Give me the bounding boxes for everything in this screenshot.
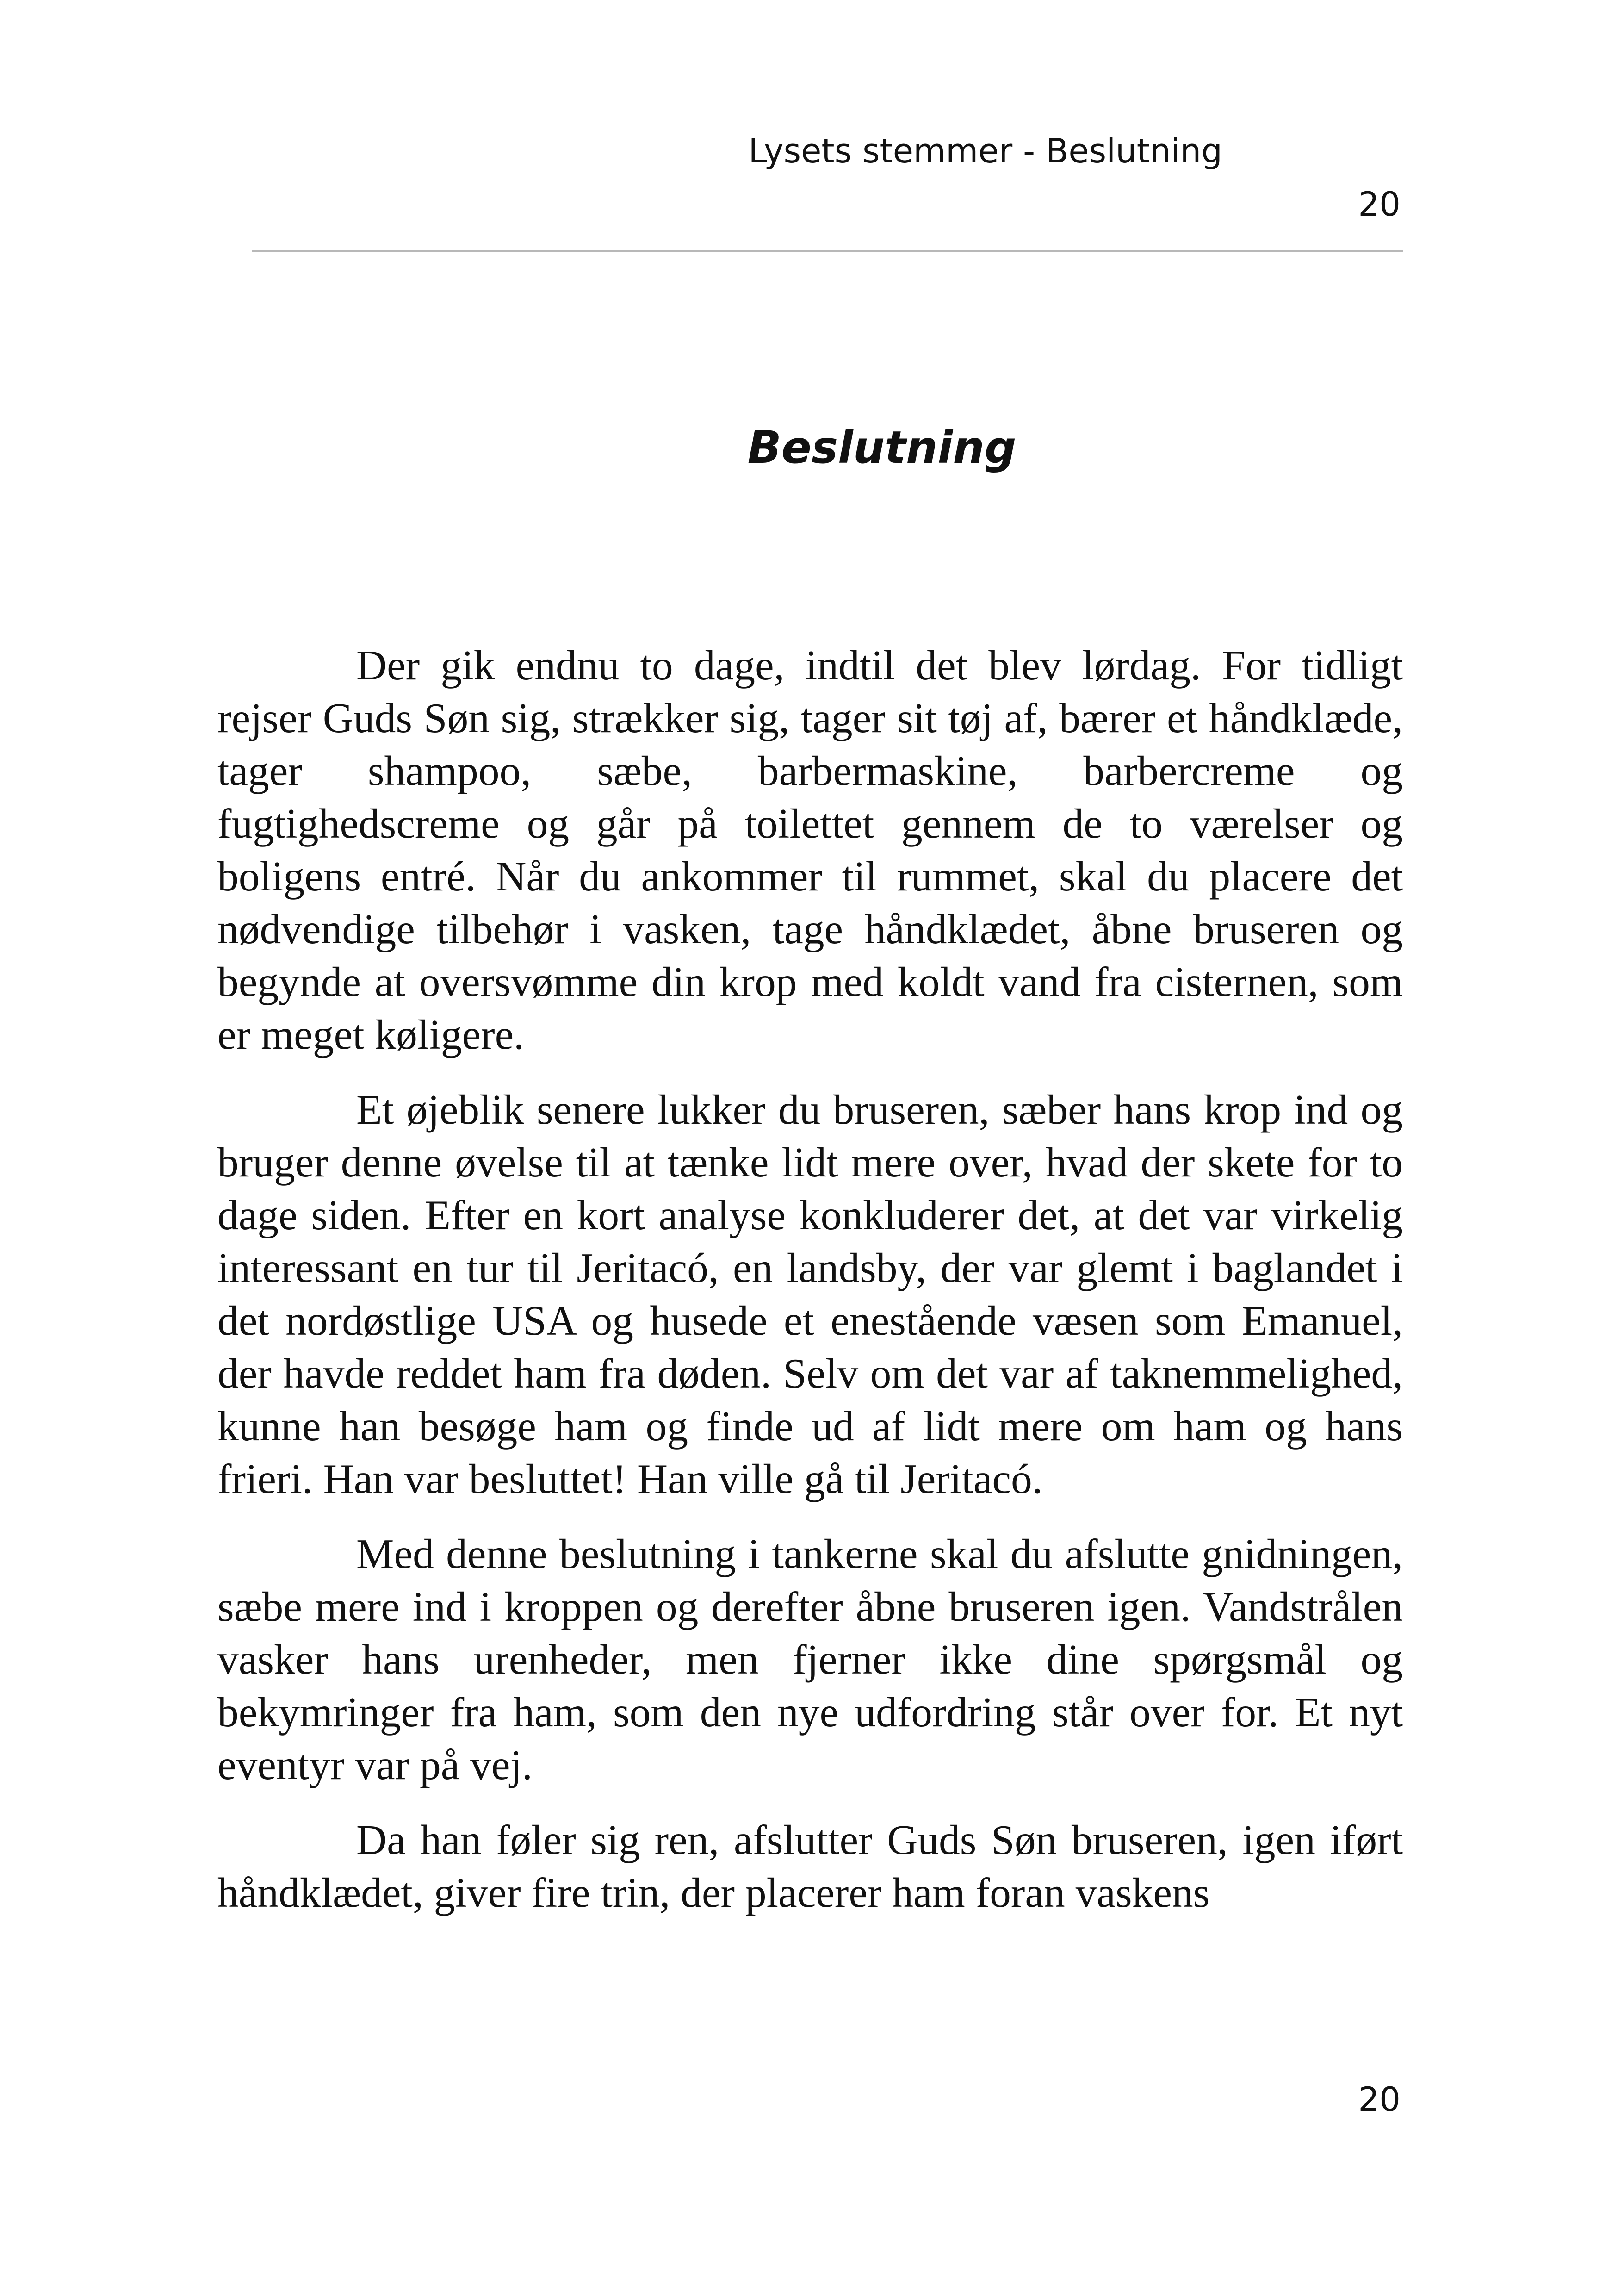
header-divider [252,250,1403,252]
header-page-number: 20 [1358,185,1401,224]
running-header-title: Lysets stemmer - Beslutning [748,131,1222,170]
body-text [217,639,1403,1941]
paragraph-1: Der gik endnu to dage, indtil det blev lørdag. For tidligt rejser Guds Søn sig, strækker sig, tager sit tøj af, bærer et håndklæde, tager shampoo, sæbe, barbermaskine, barbercreme og fugtighedscreme og går på toilettet gennem de to værelser og boligens entré. Når du ankommer til rummet, skal du placere det nødvendige tilbehør i vasken, tage håndklædet, åbne bruseren og begynde at oversvømme din krop med koldt vand fra cisternen, som er meget køligere. [217,641,1403,1058]
footer-page-number: 20 [1358,2080,1401,2119]
chapter-title: Beslutning [747,422,1017,474]
paragraph-3: Med denne beslutning i tankerne skal du afslutte gnidningen, sæbe mere ind i kroppen og derefter åbne bruseren igen. Vandstrålen vasker hans urenheder, men fjerner ikke dine spørgsmål og bekymringer fra ham, som den nye udfordring står over for. Et nyt eventyr var på vej. [217,1530,1403,1788]
paragraph-4: Da han føler sig ren, afslutter Guds Søn bruseren, igen iført håndklædet, giver fire trin, der placerer ham foran vaskens [217,1816,1403,1916]
paragraph-2: Et øjeblik senere lukker du bruseren, sæber hans krop ind og bruger denne øvelse til at tænke lidt mere over, hvad der skete for to dage siden. Efter en kort analyse konkluderer det, at det var virkelig interessant en tur til Jeritacó, en landsby, der var glemt i baglandet i det nordøstlige USA og husede et enestående væsen som Emanuel, der havde reddet ham fra døden. Selv om det var af taknemmelighed, kunne han besøge ham og finde ud af lidt mere om ham og hans frieri. Han var besluttet! Han ville gå til Jeritacó. [217,1086,1403,1502]
